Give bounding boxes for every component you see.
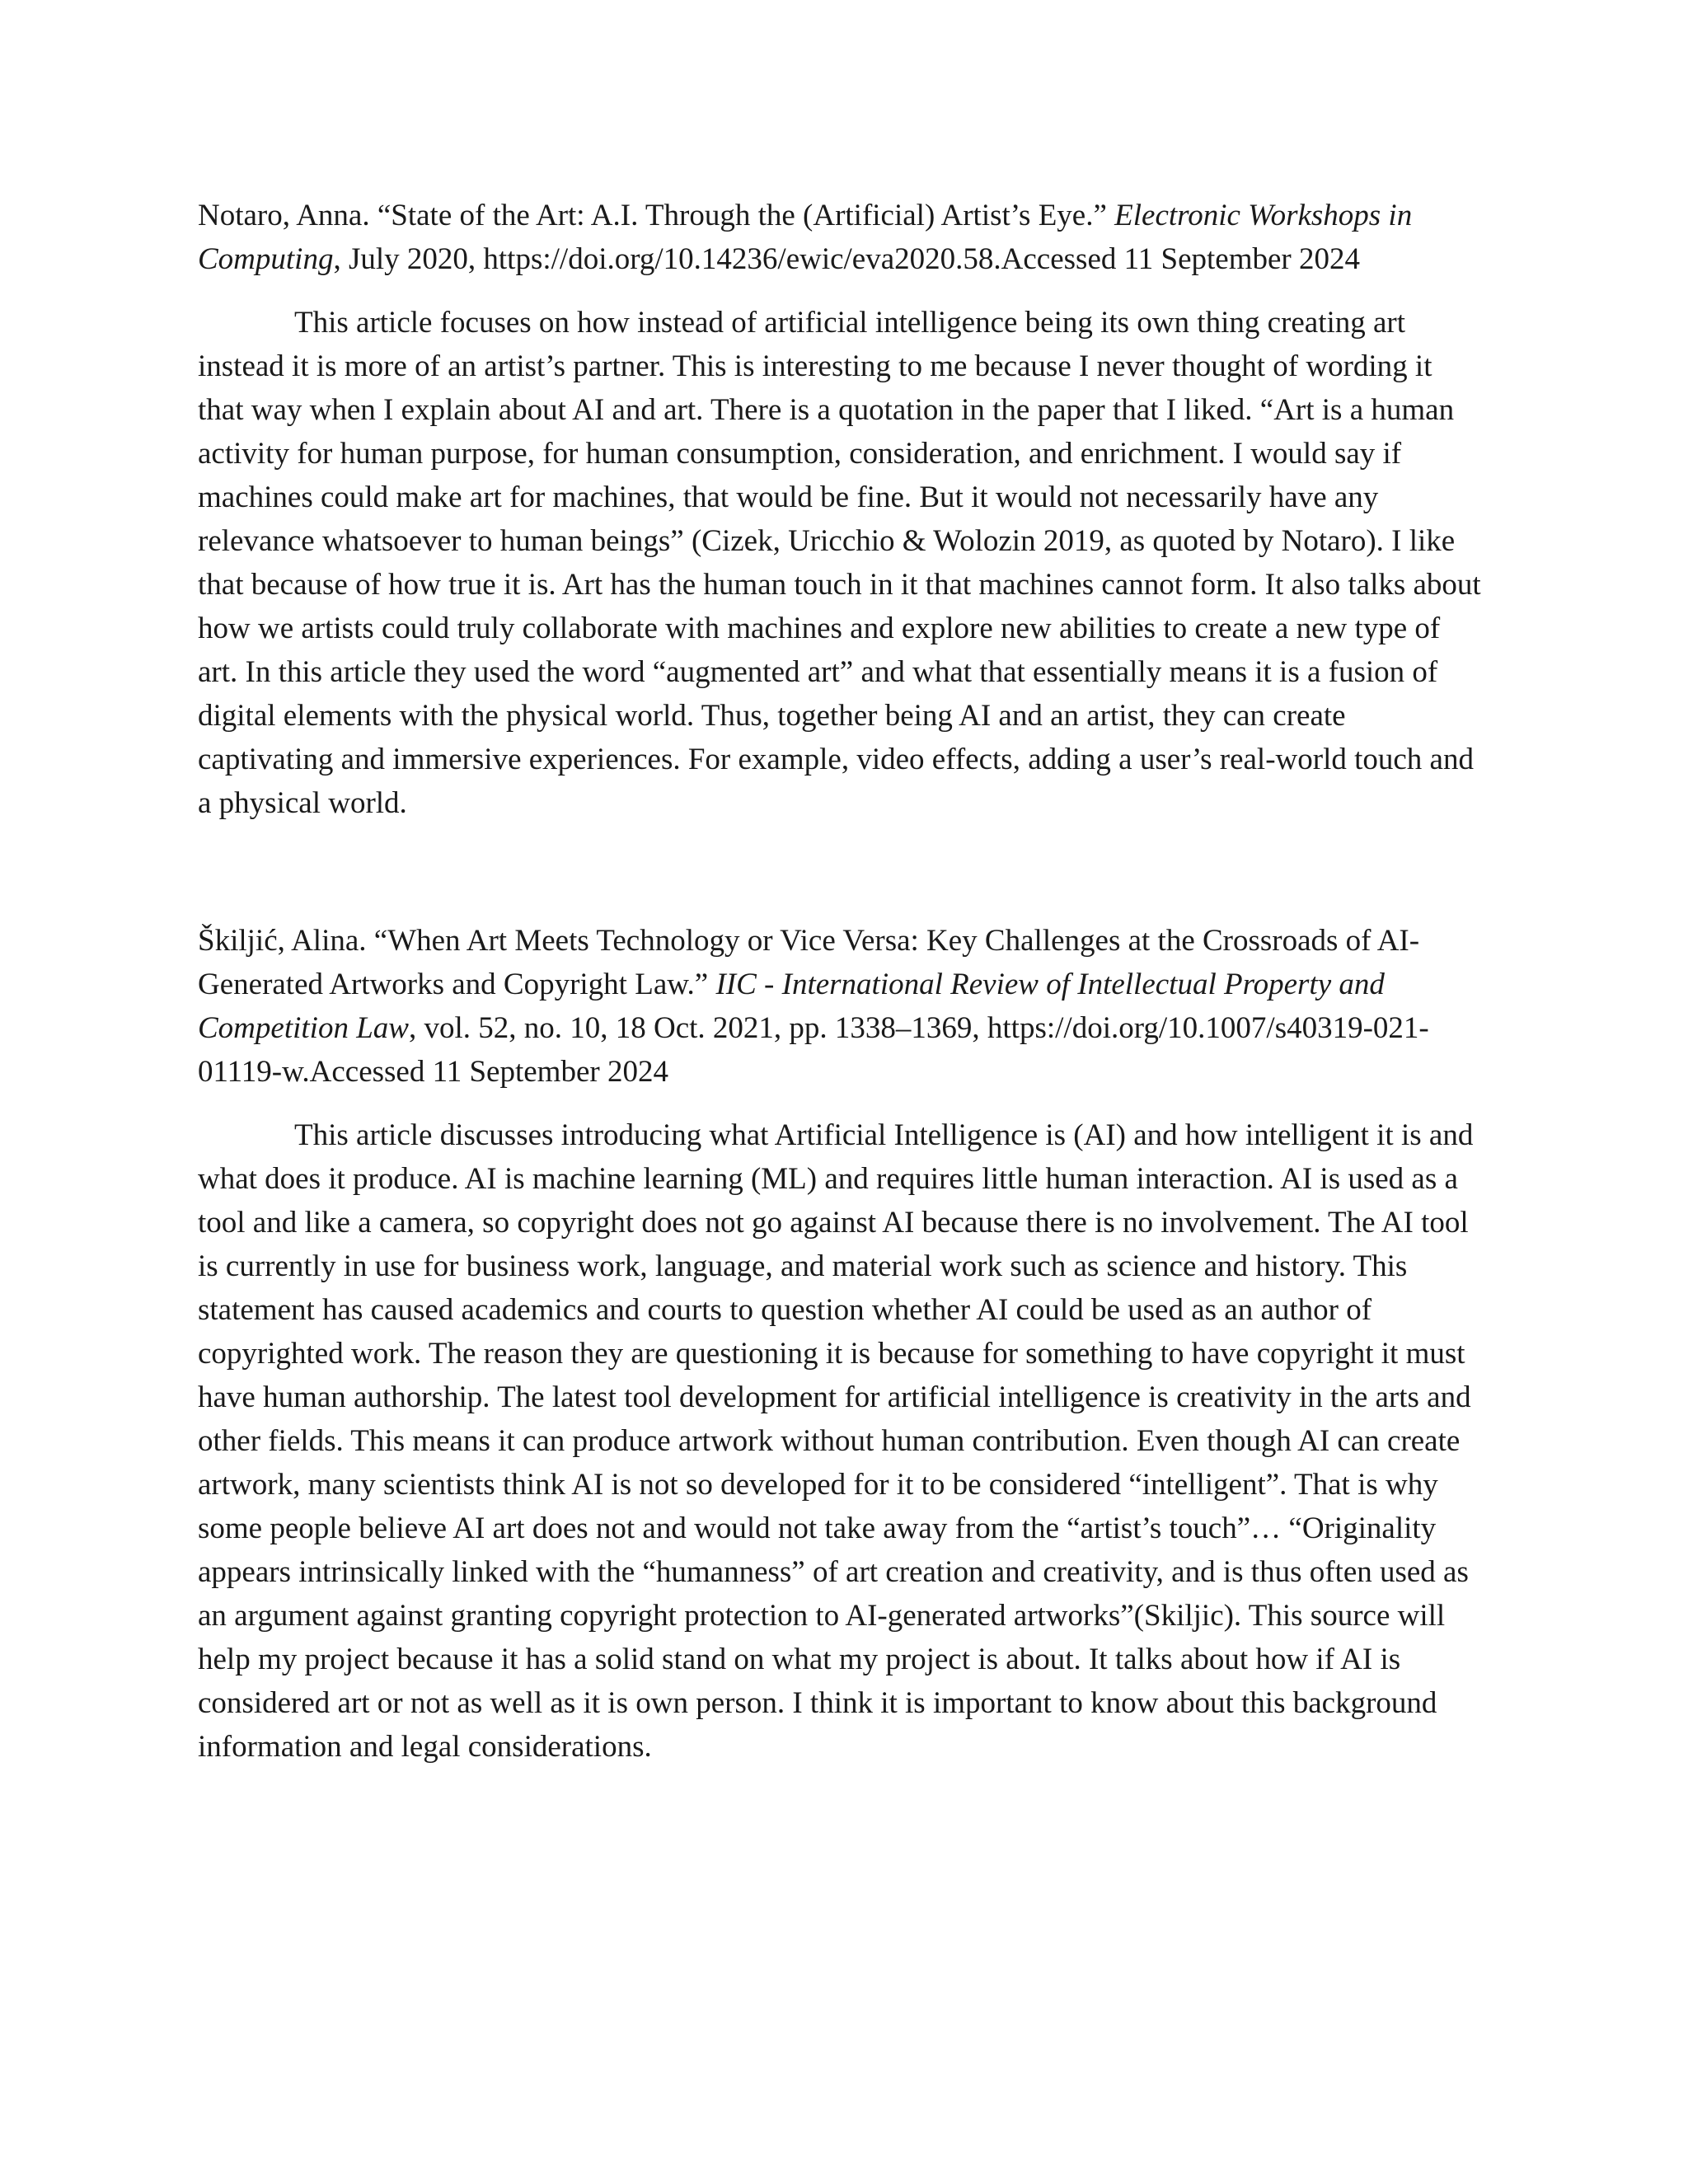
annotation-paragraph: This article discusses introducing what Artificial Intelligence is (AI) and how intelligent it is and what does it produce. AI is machine learning (ML) and requires little human interaction. AI is used as a tool and like a camera, so copyright does not go against AI because there is no involvement. The AI tool is currently in use for business work, language, and material work such as science and history. This statement has caused academics and courts to question whether AI could be used as an author of copyrighted work. The reason they are questioning it is because for something to have copyright it must have human authorship. The latest tool development for artificial intelligence is creativity in the arts and other fields. This means it can produce artwork without human contribution. Even though AI can create artwork, many scientists think AI is not so developed for it to be considered “intelligent”. That is why some people believe AI art does not and would not take away from the “artist’s touch”… “Originality appears intrinsically linked with the “humanness” of art creation and creativity, and is thus often used as an argument against granting copyright protection to AI-generated artworks”(Skiljic). This source will help my project because it has a solid stand on what my project is about. It talks about how if AI is considered art or not as well as it is own person. I think it is important to know about this background information and legal considerations.: [198, 1118, 1474, 1764]
citation: [198, 919, 1484, 1094]
citation-author-title: Notaro, Anna. “State of the Art: A.I. Through the (Artificial) Artist’s Eye.”: [198, 199, 1115, 232]
citation-details: , July 2020, https://doi.org/10.14236/ewic/eva2020.58.Accessed 11 September 2024: [333, 242, 1360, 276]
annotated-bibliography: [198, 194, 1484, 1769]
annotation-paragraph: This article focuses on how instead of artificial intelligence being its own thing creating art instead it is more of an artist’s partner. This is interesting to me because I never thought of wording it that way when I explain about AI and art. There is a quotation in the paper that I liked. “Art is a human activity for human purpose, for human consumption, consideration, and enrichment. I would say if machines could make art for machines, that would be fine. But it would not necessarily have any relevance whatsoever to human beings” (Cizek, Uricchio & Wolozin 2019, as quoted by Notaro). I like that because of how true it is. Art has the human touch in it that machines cannot form. It also talks about how we artists could truly collaborate with machines and explore new abilities to create a new type of art. In this article they used the word “augmented art” and what that essentially means it is a fusion of digital elements with the physical world. Thus, together being AI and an artist, they can create captivating and immersive experiences. For example, video effects, adding a user’s real-world touch and a physical world.: [198, 306, 1481, 820]
citation: [198, 194, 1484, 281]
citation-author-title: Škiljić, Alina. “When Art Meets Technology or Vice Versa: Key Challenges at the Crossroads of AI-Generated Artworks and Copyright Law.”: [198, 924, 1420, 1001]
citation-container: Electronic Workshops in Computing: [198, 199, 1413, 276]
bibliography-entry-notaro: [198, 194, 1484, 825]
citation-container: IIC - International Review of Intellectual Property and Competition Law: [198, 968, 1385, 1045]
bibliography-entry-skiljic: [198, 919, 1484, 1769]
citation-details: , vol. 52, no. 10, 18 Oct. 2021, pp. 1338–1369, https://doi.org/10.1007/s40319-021-01119-w.Accessed 11 September 2024: [198, 1011, 1429, 1089]
